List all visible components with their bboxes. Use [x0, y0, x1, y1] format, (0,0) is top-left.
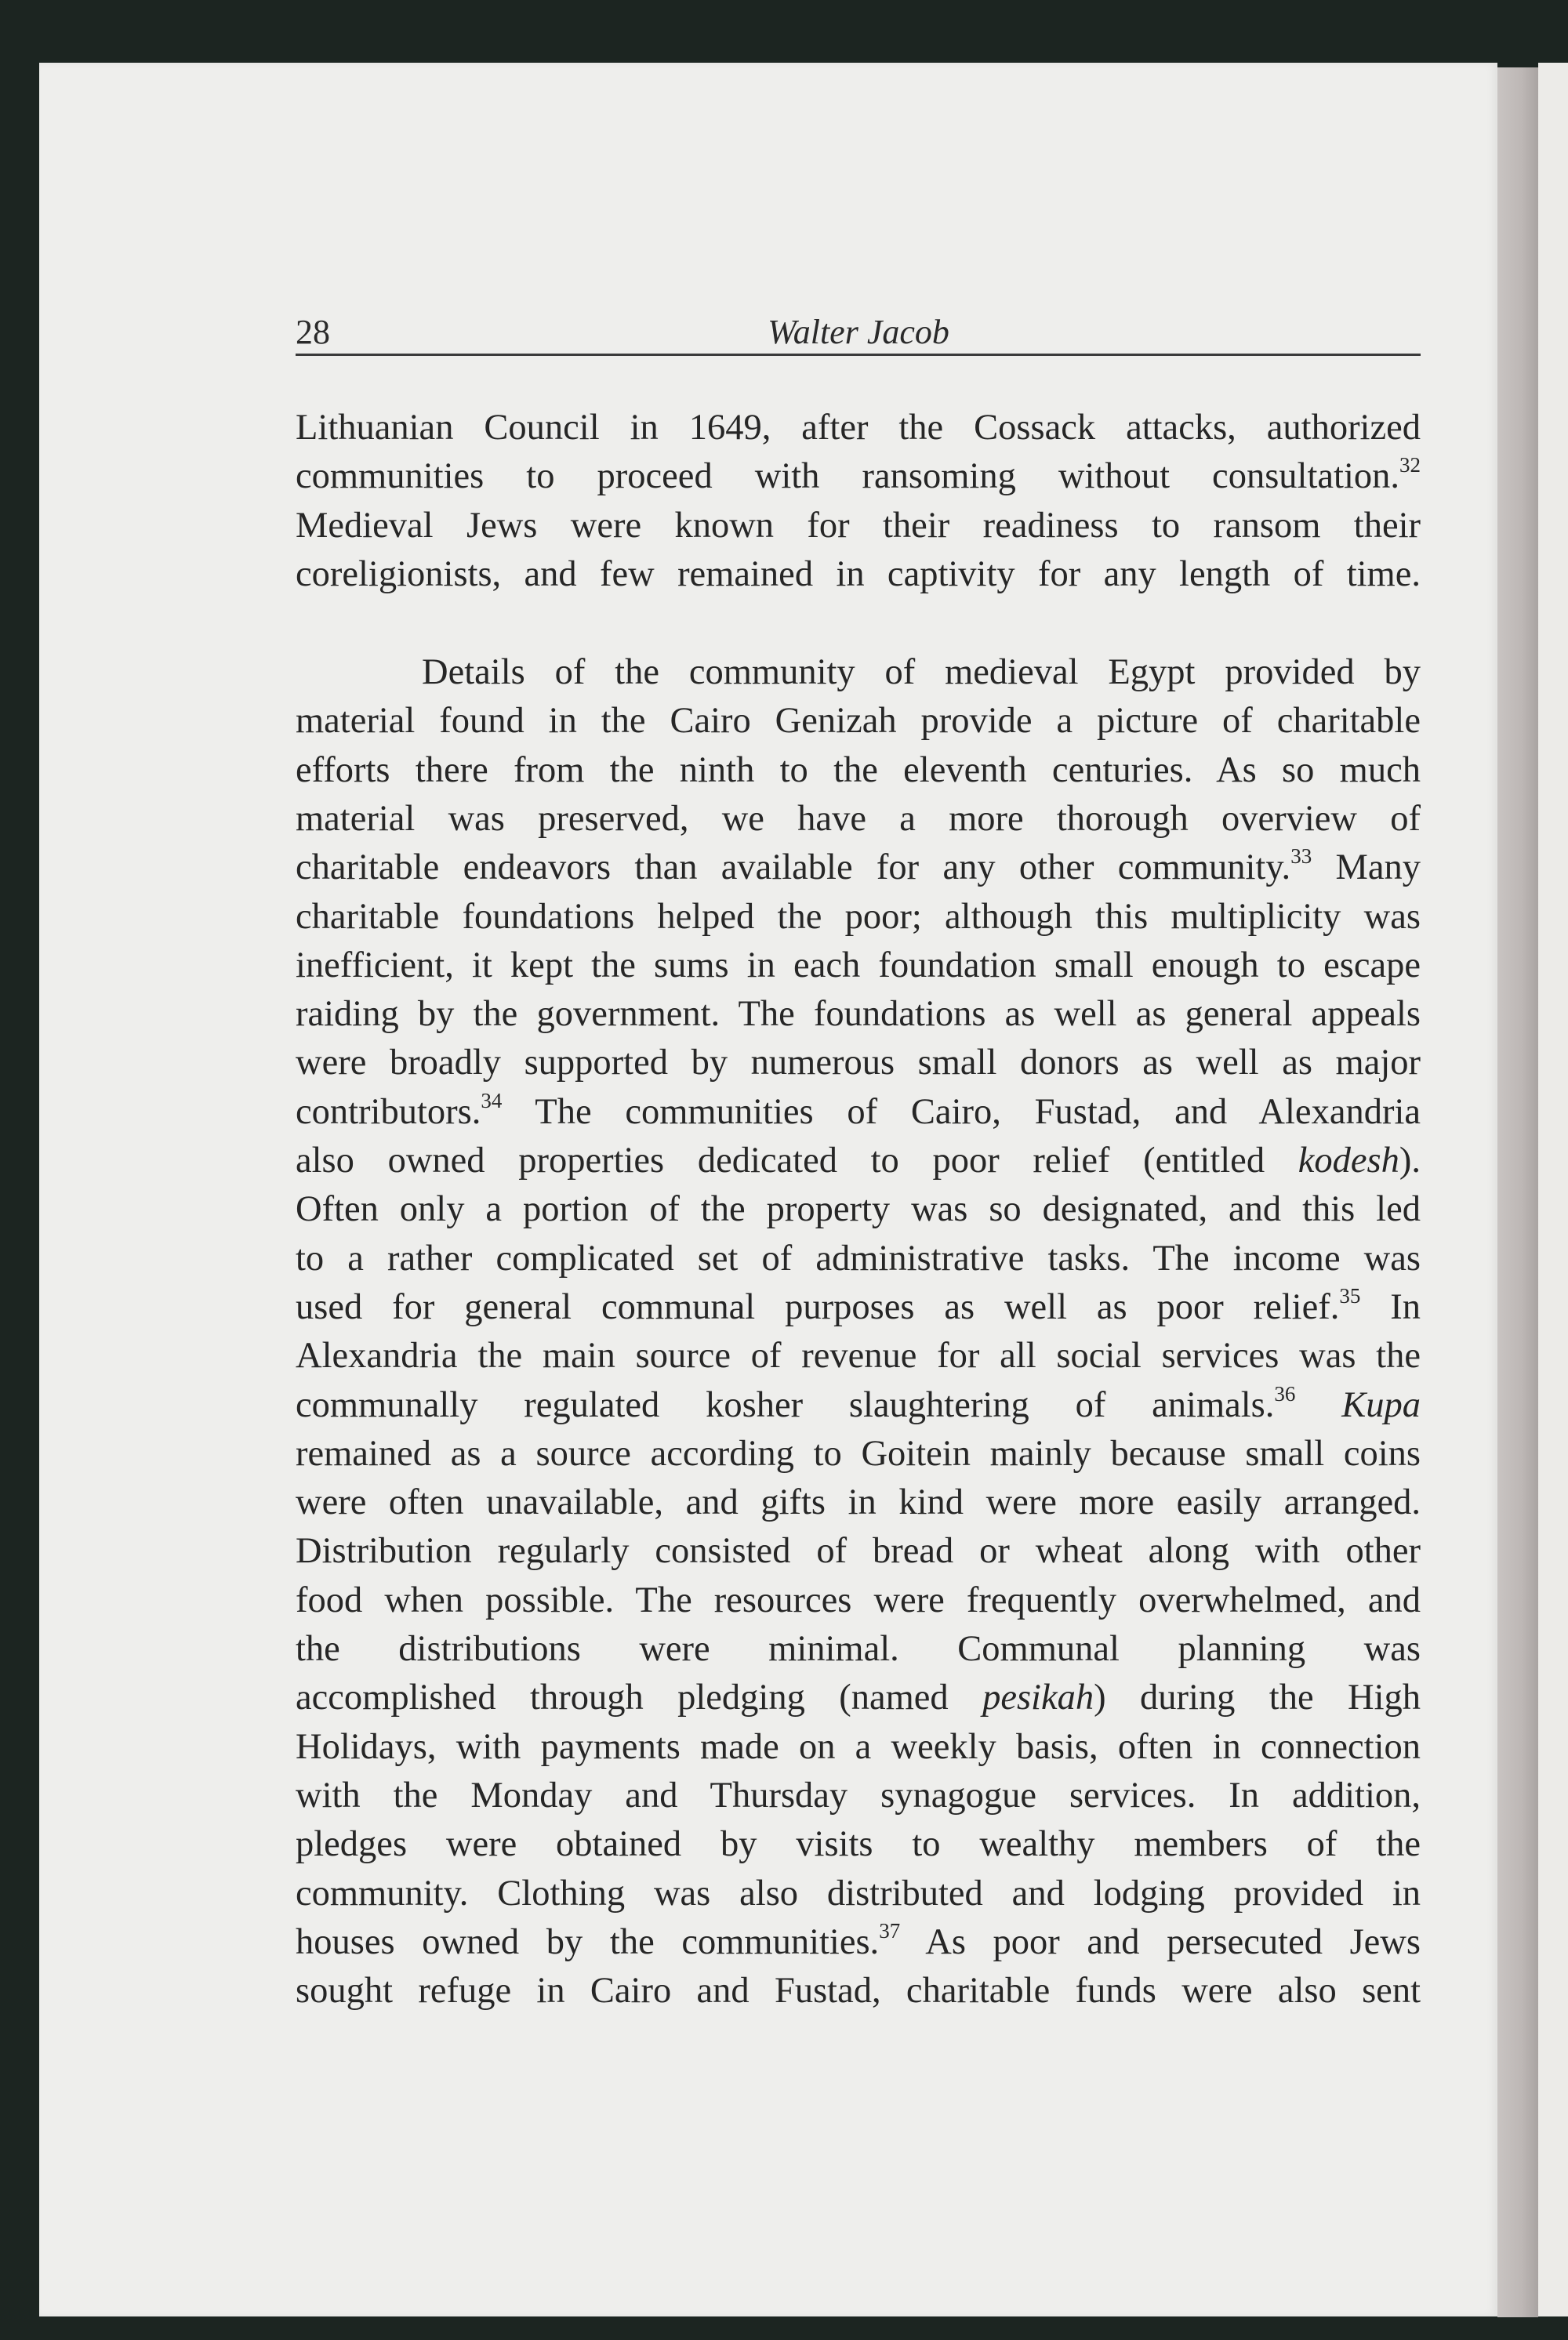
text-run: inefficient, it kept the sums in each foundation small enough to escape [296, 945, 1421, 985]
text-line [296, 1772, 1421, 1820]
text-run: to a rather complicated set of administrative tasks. The income was [296, 1238, 1421, 1279]
text-run: Many [1312, 847, 1421, 888]
text-line [296, 1870, 1421, 1918]
text-run [1295, 1385, 1341, 1425]
text-line [296, 452, 1421, 501]
text-run: Distribution regularly consisted of bread or wheat along with other [296, 1531, 1421, 1572]
page-number: 28 [296, 313, 330, 351]
page-edge [1497, 67, 1538, 2317]
text-run: Details of the community of medieval Egypt provided by [422, 652, 1421, 692]
text-run: used for general communal purposes as well as poor relief. [296, 1286, 1340, 1327]
footnote-marker: 36 [1274, 1381, 1296, 1406]
italic-term: pesikah [982, 1678, 1094, 1718]
text-run: charitable endeavors than available for any other community. [296, 847, 1291, 888]
text-run: Alexandria the main source of revenue for all social services was the [296, 1336, 1421, 1377]
text-line [296, 1137, 1421, 1185]
text-line [296, 893, 1421, 941]
text-line [296, 1625, 1421, 1674]
text-run: Medieval Jews were known for their readiness to ransom their [296, 505, 1421, 546]
text-line [296, 1967, 1421, 2015]
text-line [296, 1283, 1421, 1332]
text-line [296, 795, 1421, 843]
text-run: In [1360, 1286, 1421, 1327]
text-run: also owned properties dedicated to poor relief (entitled [296, 1141, 1298, 1181]
footnote-marker: 37 [879, 1918, 901, 1943]
text-line [296, 1918, 1421, 1967]
text-run: pledges were obtained by visits to wealthy members of the [296, 1824, 1421, 1865]
text-run: raiding by the government. The foundations as well as general appeals [296, 994, 1421, 1035]
footnote-marker: 35 [1339, 1283, 1361, 1308]
text-run: material was preserved, we have a more thorough overview of [296, 798, 1421, 839]
text-line [296, 1576, 1421, 1625]
text-line [296, 1332, 1421, 1380]
footnote-marker: 33 [1290, 844, 1312, 869]
text-line [296, 1381, 1421, 1430]
text-line [296, 502, 1421, 550]
text-run: material found in the Cairo Genizah provide a picture of charitable [296, 701, 1421, 742]
text-run: Holidays, with payments made on a weekly basis, often in connection [296, 1726, 1421, 1767]
text-run: community. Clothing was also distributed and lodging provided in [296, 1873, 1421, 1914]
text-run: As poor and persecuted Jews [900, 1921, 1421, 1962]
text-run: efforts there from the ninth to the eleventh centuries. As so much [296, 749, 1421, 790]
text-line [296, 941, 1421, 990]
text-run: with the Monday and Thursday synagogue services. In addition, [296, 1775, 1421, 1816]
footnote-marker: 34 [481, 1088, 503, 1112]
text-line [296, 404, 1421, 452]
footnote-marker: 32 [1399, 453, 1421, 477]
text-run: food when possible. The resources were frequently overwhelmed, and [296, 1580, 1421, 1620]
text-run: charitable foundations helped the poor; although this multiplicity was [296, 896, 1421, 937]
text-run: the distributions were minimal. Communal planning was [296, 1629, 1421, 1669]
text-line [296, 1430, 1421, 1478]
text-line [296, 746, 1421, 795]
text-run: remained as a source according to Goitein mainly because small coins [296, 1433, 1421, 1474]
text-line [296, 1039, 1421, 1087]
text-run: communities to proceed with ransoming without consultation. [296, 456, 1399, 497]
text-line [422, 648, 1421, 697]
text-run: contributors. [296, 1091, 481, 1132]
text-run: ). [1399, 1141, 1421, 1181]
text-run: Often only a portion of the property was so designated, and this led [296, 1189, 1421, 1230]
adjacent-page [1538, 63, 1568, 2316]
header-rule [296, 354, 1421, 356]
text-line [296, 843, 1421, 892]
text-run: houses owned by the communities. [296, 1921, 880, 1962]
text-line [296, 1820, 1421, 1869]
text-run: Lithuanian Council in 1649, after the Cossack attacks, authorized [296, 408, 1421, 448]
italic-term: Kupa [1341, 1384, 1421, 1425]
text-line [296, 990, 1421, 1039]
text-run: were broadly supported by numerous small donors as well as major [296, 1043, 1421, 1083]
text-run: coreligionists, and few remained in captivity for any length of time. [296, 553, 1421, 594]
text-run: ) during the High [1094, 1678, 1421, 1718]
text-run: communally regulated kosher slaughtering of animals. [296, 1384, 1275, 1425]
text-run: The communities of Cairo, Fustad, and Alexandria [502, 1091, 1421, 1132]
text-line [296, 697, 1421, 746]
running-head: Walter Jacob [768, 313, 949, 351]
text-line [296, 1723, 1421, 1772]
italic-term: kodesh [1298, 1141, 1399, 1181]
text-run: accomplished through pledging (named [296, 1678, 983, 1718]
text-line [296, 550, 1421, 599]
text-line [296, 1185, 1421, 1234]
text-line [296, 1527, 1421, 1576]
text-run: were often unavailable, and gifts in kind were more easily arranged. [296, 1482, 1421, 1523]
text-line [296, 1088, 1421, 1137]
text-line [296, 1478, 1421, 1527]
text-line [296, 1235, 1421, 1283]
text-line [296, 1674, 1421, 1722]
text-run: sought refuge in Cairo and Fustad, charitable funds were also sent [296, 1971, 1421, 2012]
